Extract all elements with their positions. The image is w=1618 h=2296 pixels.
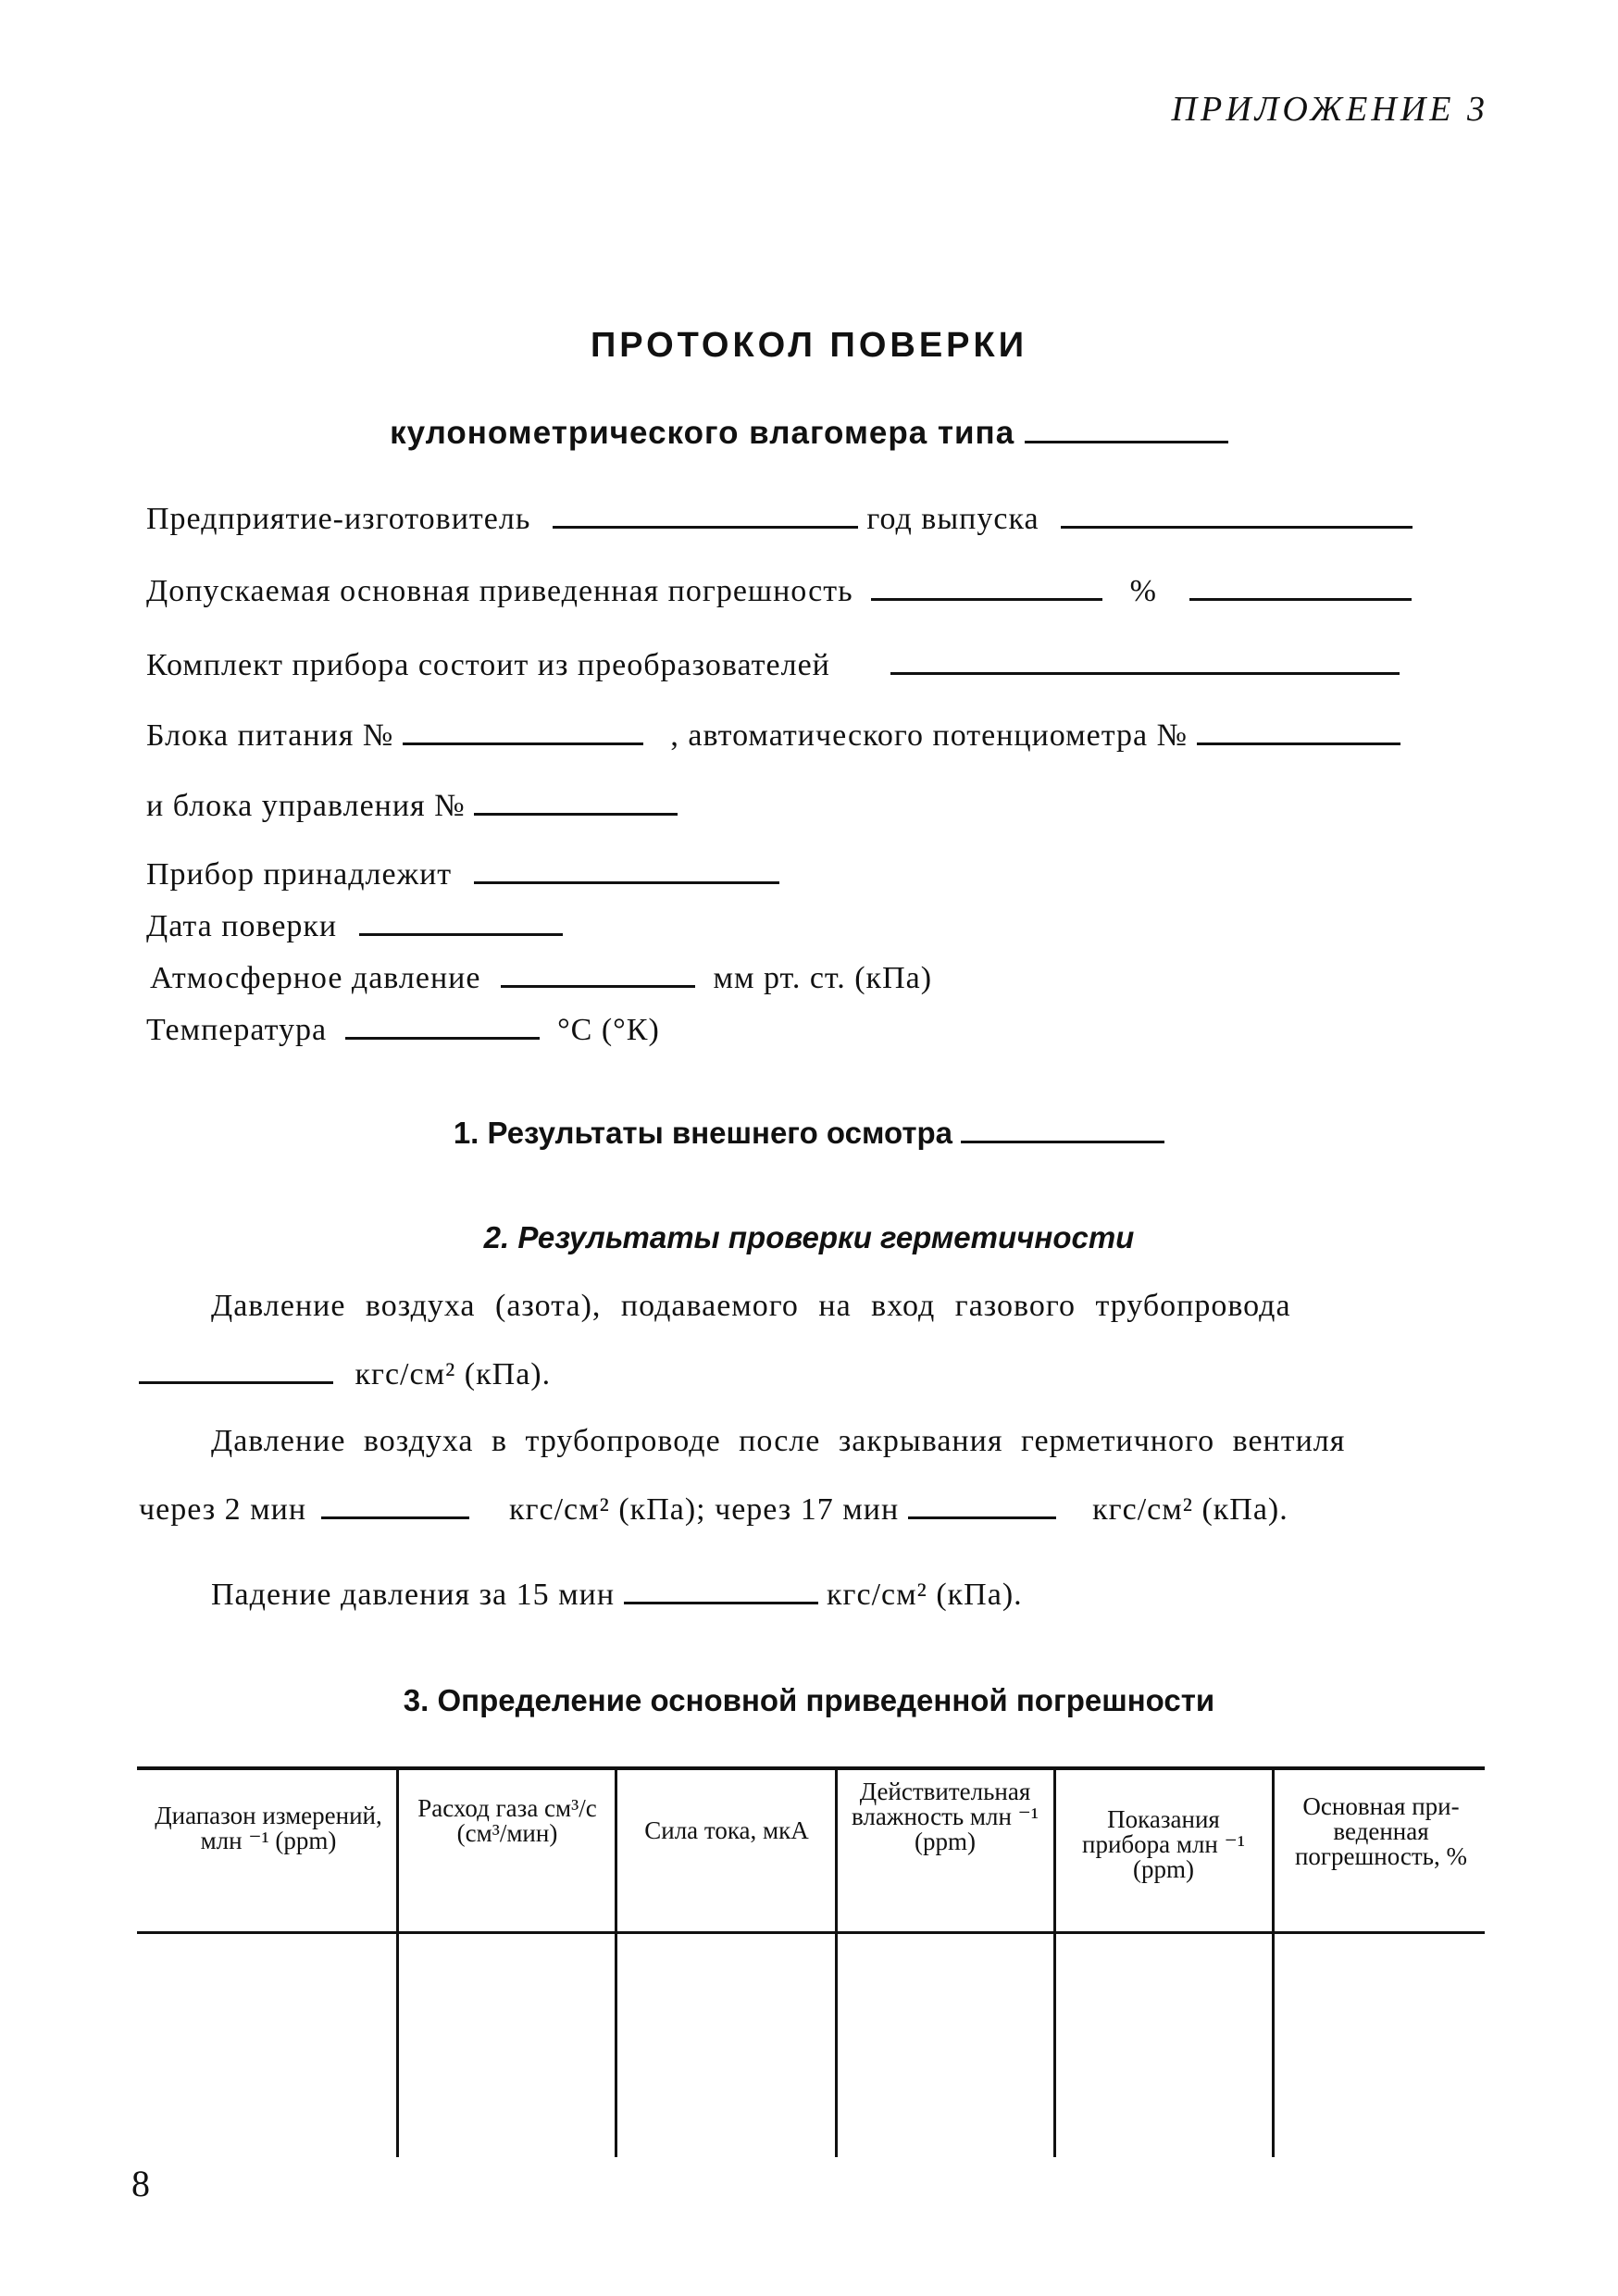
page-subtitle (0, 415, 1618, 452)
para-1-line-b (139, 1357, 551, 1392)
para-2-line-b (139, 1492, 1288, 1528)
percent-label: % (1129, 574, 1157, 608)
table-header-current: Сила тока, мкА (644, 1816, 809, 1844)
pressure-row (150, 961, 932, 996)
potentiometer-blank (1197, 718, 1400, 745)
manufacturer-blank (553, 502, 858, 529)
pressure-blank (501, 961, 695, 988)
error-label: Допускаемая основная приведенная погрешность (146, 574, 853, 608)
page-title: ПРОТОКОЛ ПОВЕРКИ (590, 326, 1028, 365)
section-1-heading (0, 1116, 1618, 1151)
table-divider-2 (615, 1770, 617, 2157)
owner-blank (474, 857, 779, 884)
year-label: год выпуска (866, 502, 1039, 536)
para-1-blank (139, 1357, 333, 1384)
control-row (146, 789, 678, 824)
table-header-reading: Показания прибора млн ⁻¹ (ppm) (1082, 1805, 1245, 1883)
section-1-text: 1. Результаты внешнего осмотра (453, 1116, 952, 1150)
temperature-label: Температура (146, 1013, 328, 1047)
year-blank (1061, 502, 1413, 529)
subtitle-text: кулонометрического влагомера типа (390, 415, 1015, 451)
page-number: 8 (131, 2163, 150, 2204)
table-divider-4 (1053, 1770, 1056, 2157)
table-divider-1 (396, 1770, 399, 2157)
manufacturer-row (146, 502, 1413, 537)
temperature-blank (345, 1013, 540, 1040)
para-2-part-2: кгс/см² (кПа); через 17 мин (509, 1492, 900, 1527)
percent-blank (1189, 574, 1412, 601)
table-header-actual-humidity: Действительная влажность млн ⁻¹ (ppm) (851, 1778, 1039, 1855)
para-2-part-3: кгс/см² (кПа). (1092, 1492, 1288, 1527)
section-1-blank (961, 1117, 1164, 1143)
power-label: Блока питания № (146, 718, 394, 753)
set-label: Комплект прибора состоит из преобразователей (146, 648, 830, 682)
control-blank (474, 789, 678, 816)
table-header-flow: Расход газа см³/с (см³/мин) (417, 1794, 597, 1847)
potentiometer-label: , автоматического потенциометра № (670, 718, 1189, 753)
para-3-part-1: Падение давления за 15 мин (211, 1578, 616, 1612)
table-divider-5 (1272, 1770, 1275, 2157)
table-header-border (137, 1931, 1485, 1934)
date-blank (359, 909, 563, 936)
para-3-line (211, 1578, 1023, 1613)
para-1-line-a: Давление воздуха (азота), подаваемого на вход газового трубопровода (211, 1289, 1291, 1323)
section-2-heading: 2. Результаты проверки герметичности (483, 1220, 1135, 1254)
error-blank (871, 574, 1102, 601)
para-2-line-a: Давление воздуха в трубопроводе после закрывания герметичного вентиля (211, 1424, 1346, 1458)
para-2-blank-1 (321, 1492, 469, 1519)
para-2-part-1: через 2 мин (139, 1492, 307, 1527)
table-header-error: Основная приведенная погрешность, % (1294, 1792, 1467, 1870)
para-1-unit: кгс/см² (кПа). (355, 1357, 552, 1391)
date-label: Дата поверки (146, 909, 338, 943)
section-3-heading: 3. Определение основной приведенной погрешности (403, 1683, 1215, 1717)
control-label: и блока управления № (146, 789, 466, 823)
set-row (146, 648, 1400, 683)
manufacturer-label: Предприятие-изготовитель (146, 502, 531, 536)
device-type-blank (1025, 417, 1228, 443)
owner-label: Прибор принадлежит (146, 857, 453, 892)
table-top-border (137, 1766, 1485, 1770)
set-blank (890, 648, 1400, 675)
appendix-label: ПРИЛОЖЕНИЕ 3 (1171, 90, 1488, 129)
temperature-unit: °С (°К) (557, 1013, 660, 1047)
power-blank (403, 718, 643, 745)
power-row (146, 718, 1400, 754)
table-divider-3 (835, 1770, 838, 2157)
pressure-unit: мм рт. ст. (кПа) (713, 961, 933, 995)
error-row (146, 574, 1412, 609)
date-row (146, 909, 563, 944)
para-3-blank (624, 1578, 818, 1604)
pressure-label: Атмосферное давление (150, 961, 481, 995)
owner-row (146, 857, 779, 892)
table-header-range: Диапазон измерений, млн ⁻¹ (ppm) (155, 1802, 382, 1854)
para-2-blank-2 (908, 1492, 1056, 1519)
para-3-part-2: кгс/см² (кПа). (827, 1578, 1023, 1612)
temperature-row (146, 1013, 660, 1048)
